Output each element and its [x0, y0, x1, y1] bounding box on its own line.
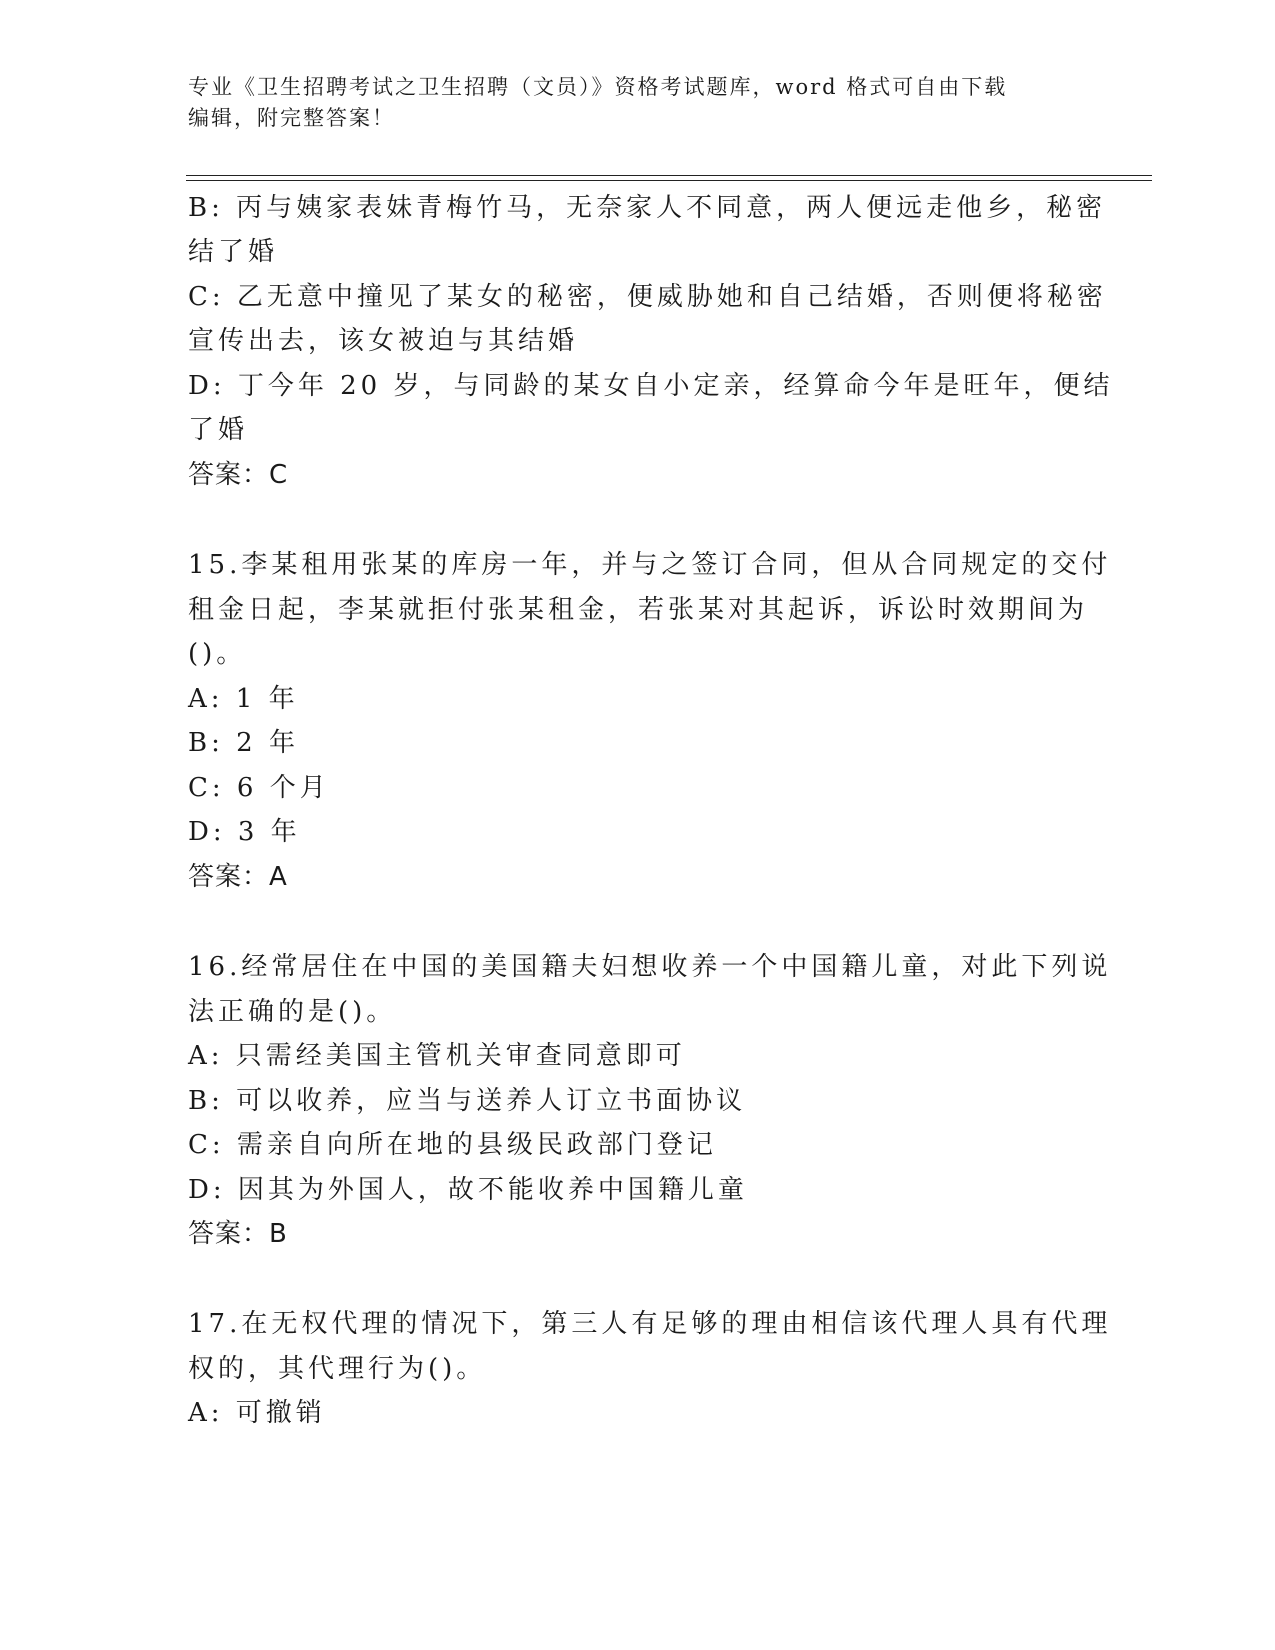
q17-stem-line-2: 权的，其代理行为()。 [188, 1354, 487, 1384]
q16-option-c: C: 需亲自向所在地的县级民政部门登记 [188, 1130, 717, 1160]
q14-option-d-line-2: 了婚 [188, 415, 249, 445]
header-rule-top [186, 175, 1152, 176]
q15-option-c: C: 6 个月 [188, 773, 330, 803]
q14-option-c-line-1: C: 乙无意中撞见了某女的秘密，便威胁她和自己结婚，否则便将秘密 [188, 282, 1107, 312]
header-title-line-2: 编辑，附完整答案！ [188, 106, 395, 130]
q15-answer: 答案：A [188, 862, 288, 892]
q17-option-a: A: 可撤销 [188, 1398, 326, 1428]
q16-option-b: B: 可以收养，应当与送养人订立书面协议 [188, 1086, 747, 1116]
q14-option-b-line-2: 结了婚 [188, 237, 279, 267]
q15-option-b: B: 2 年 [188, 728, 299, 758]
q15-stem-line-2: 租金日起，李某就拒付张某租金，若张某对其起诉，诉讼时效期间为 [188, 595, 1089, 625]
q14-option-b-line-1: B: 丙与姨家表妹青梅竹马，无奈家人不同意，两人便远走他乡，秘密 [188, 193, 1107, 223]
q15-option-d: D: 3 年 [188, 817, 301, 847]
q14-answer: 答案：C [188, 460, 289, 490]
q14-option-d-line-1: D: 丁今年 20 岁，与同龄的某女自小定亲，经算命今年是旺年，便结 [188, 371, 1114, 401]
q16-option-d: D: 因其为外国人，故不能收养中国籍儿童 [188, 1175, 748, 1205]
q15-stem-line-1: 15.李某租用张某的库房一年，并与之签订合同，但从合同规定的交付 [188, 550, 1112, 580]
q16-stem-line-1: 16.经常居住在中国的美国籍夫妇想收养一个中国籍儿童，对此下列说 [188, 952, 1112, 982]
q17-stem-line-1: 17.在无权代理的情况下，第三人有足够的理由相信该代理人具有代理 [188, 1309, 1112, 1339]
q15-option-a: A: 1 年 [188, 684, 299, 714]
q15-stem-line-3: ()。 [188, 639, 247, 669]
q14-option-c-line-2: 宣传出去，该女被迫与其结婚 [188, 326, 579, 356]
q16-answer: 答案：B [188, 1219, 288, 1249]
header-rule-bottom [186, 180, 1152, 181]
q16-stem-line-2: 法正确的是()。 [188, 997, 397, 1027]
header-title-line-1: 专业《卫生招聘考试之卫生招聘（文员）》资格考试题库，word 格式可自由下载 [188, 75, 1008, 99]
q16-option-a: A: 只需经美国主管机关审查同意即可 [188, 1041, 686, 1071]
